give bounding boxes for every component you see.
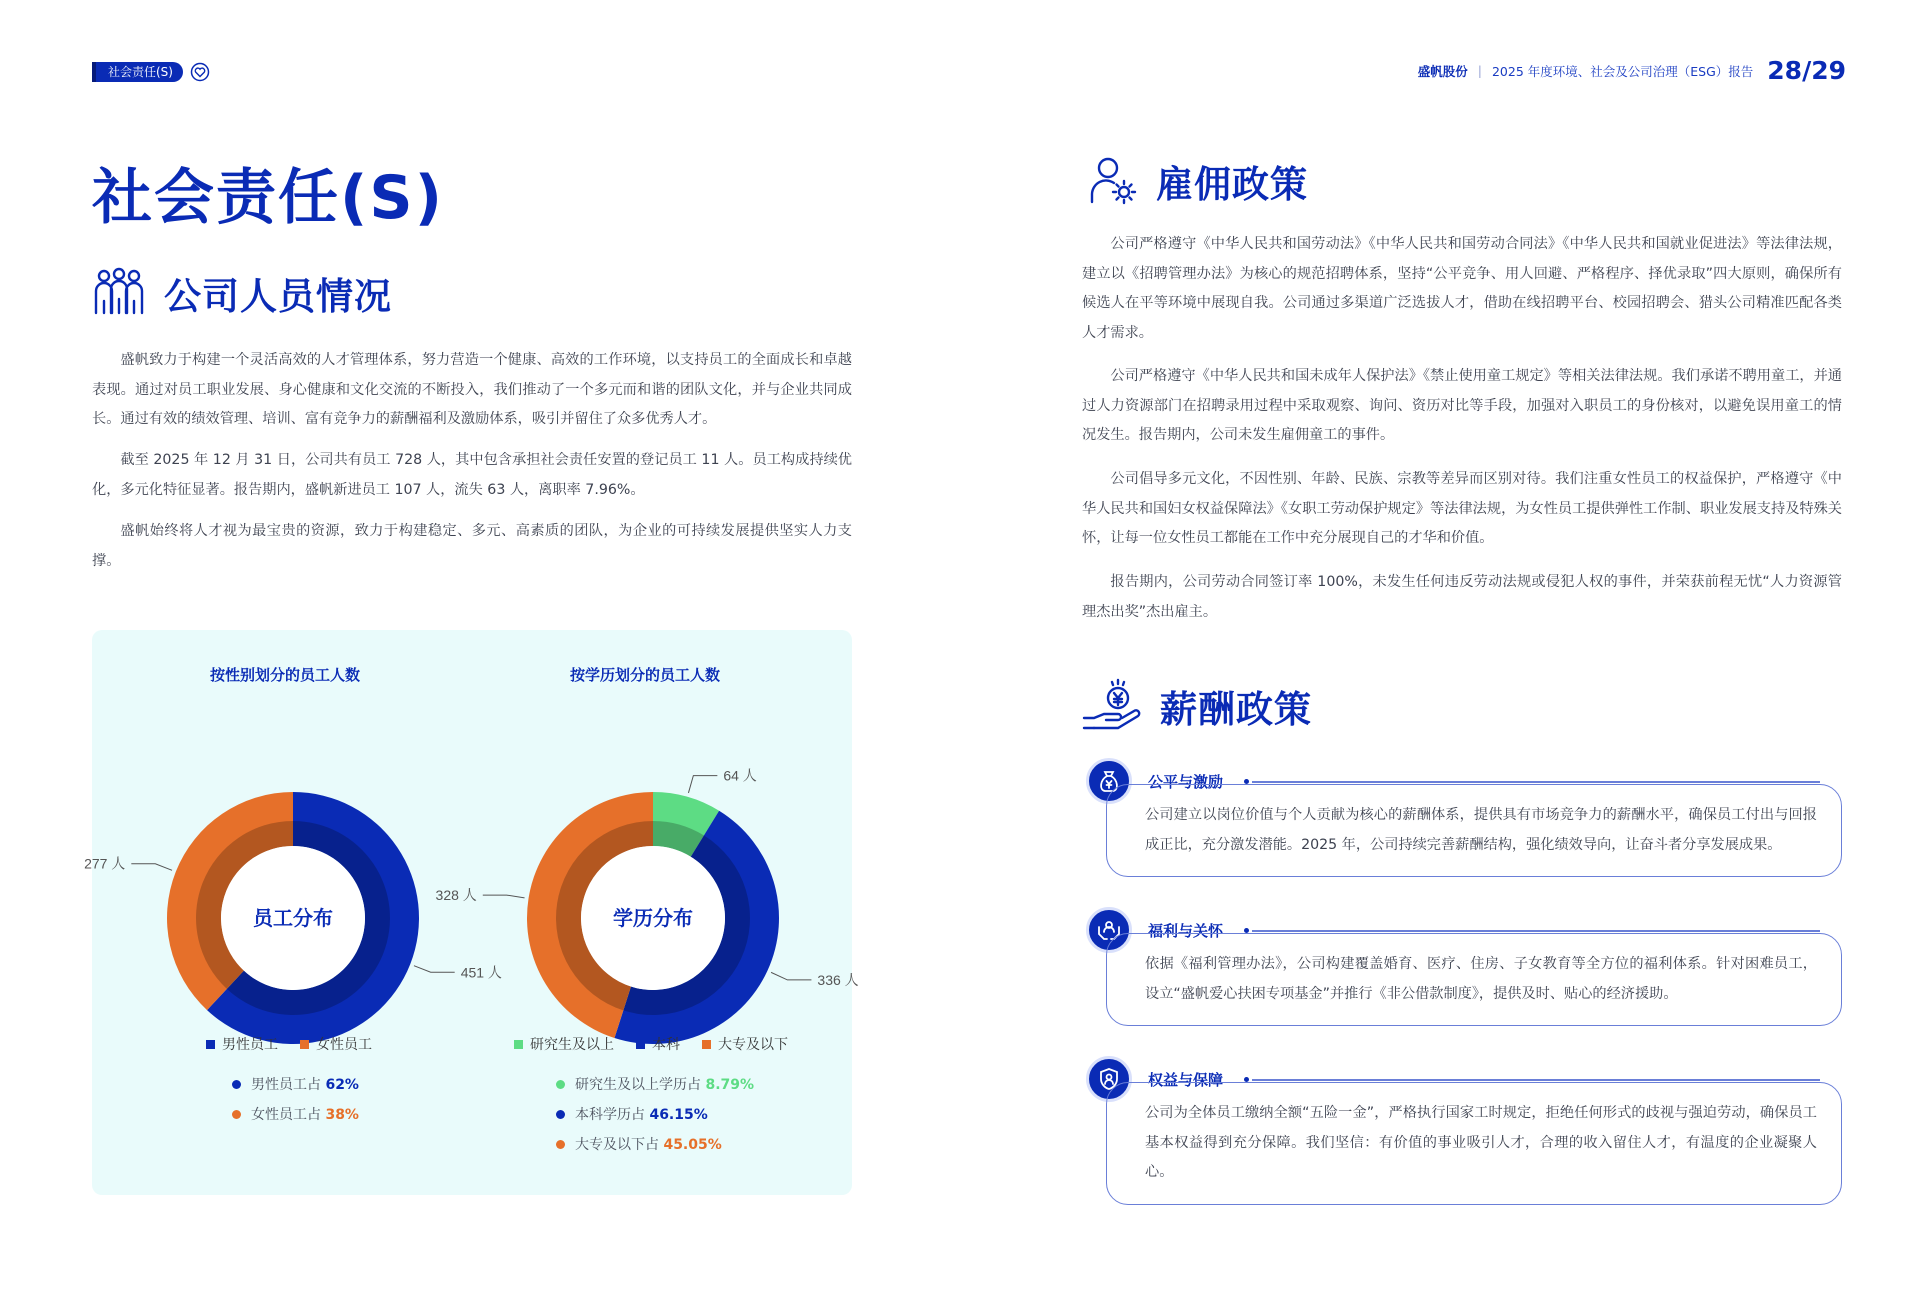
legend-item-postgraduate <box>514 1034 614 1054</box>
leader-line-male <box>414 966 455 973</box>
stat-value-college: 45.05% <box>663 1137 722 1153</box>
data-label-college: 328 人 <box>435 887 477 904</box>
section-title-compensation: 薪酬政策 <box>1160 688 1312 731</box>
stat-text-bachelor: 本科学历占 <box>575 1107 645 1123</box>
report-title: 2025 年度环境、社会及公司治理（ESG）报告 <box>1491 63 1754 79</box>
stat-dot-female <box>232 1110 241 1119</box>
user-gear-icon <box>1090 156 1138 206</box>
legend-swatch-postgraduate <box>514 1040 523 1049</box>
section-heading-staff <box>92 266 392 320</box>
data-label-postgraduate: 64 人 <box>723 767 757 784</box>
report-header <box>1418 56 1846 85</box>
card-text-welfare: 依据《福利管理办法》，公司构建覆盖婚育、医疗、住房、子女教育等全方位的福利体系。针对困难员工，设立“盛帆爱心扶困专项基金”并推行《非公借款制度》，提供及时、贴心的经济援助。 <box>1145 956 1817 1002</box>
legend-label-college: 大专及以下 <box>718 1037 788 1053</box>
leader-line-female <box>131 864 172 871</box>
staff-paragraph-1: 盛帆致力于构建一个灵活高效的人才管理体系，努力营造一个健康、高效的工作环境，以支持员工的全面成长和卓越表现。通过对员工职业发展、身心健康和文化交流的不断投入，我们推动了一个多元而和谐的团队文化，并与企业共同成长。通过有效的绩效管理、培训、富有竞争力的薪酬福利及激励体系，吸引并留住了众多优秀人才。 <box>92 352 852 427</box>
legend-label-male: 男性员工 <box>222 1037 278 1053</box>
stat-text-male: 男性员工占 <box>251 1077 321 1093</box>
leader-line-bachelor <box>771 972 811 980</box>
data-label-female: 277 人 <box>84 855 126 872</box>
chart-panel <box>84 630 859 1195</box>
gender-chart-title: 按性别划分的员工人数 <box>210 666 361 684</box>
legend-swatch-college <box>702 1040 711 1049</box>
education-chart-title: 按学历划分的员工人数 <box>570 666 721 684</box>
people-group-icon <box>92 267 146 319</box>
stat-dot-postgraduate <box>556 1080 565 1089</box>
data-label-bachelor: 336 人 <box>817 971 859 988</box>
card-label-welfare: 福利与关怀 <box>1148 922 1224 940</box>
legend-label-female: 女性员工 <box>316 1037 372 1053</box>
legend-swatch-female <box>300 1040 309 1049</box>
legend-item-male <box>206 1034 278 1054</box>
stat-postgraduate <box>556 1074 754 1094</box>
page-number: 28/29 <box>1767 56 1846 85</box>
stat-dot-college <box>556 1140 565 1149</box>
stat-dot-bachelor <box>556 1110 565 1119</box>
section-title-employment: 雇佣政策 <box>1156 163 1308 206</box>
header-separator: | <box>1477 63 1482 78</box>
heart-badge-icon <box>190 62 210 82</box>
section-tag: 社会责任(S) <box>92 62 183 82</box>
stat-value-postgraduate: 8.79% <box>705 1077 755 1093</box>
card-text-fairness: 公司建立以岗位价值与个人贡献为核心的薪酬体系，提供具有市场竞争力的薪酬水平，确保员工付出与回报成正比，充分激发潜能。2025 年，公司持续完善薪酬结构，强化绩效导向，让奋斗者分享发展成果。 <box>1145 807 1817 853</box>
label-line-rights <box>1252 1079 1820 1081</box>
employment-paragraph-1: 公司严格遵守《中华人民共和国劳动法》《中华人民共和国劳动合同法》《中华人民共和国就业促进法》等法律法规，建立以《招聘管理办法》为核心的规范招聘体系，坚持“公平竞争、用人回避、严格程序、择优录取”四大原则，确保所有候选人在平等环境中展现自我。公司通过多渠道广泛选拔人才，借助在线招聘平台、校园招聘会、猎头公司精准匹配各类人才需求。 <box>1082 236 1842 341</box>
legend-item-college <box>702 1034 788 1054</box>
donut-center-label-education: 学历分布 <box>613 908 693 930</box>
card-label-fairness: 公平与激励 <box>1148 773 1224 791</box>
section-title-staff: 公司人员情况 <box>164 275 392 318</box>
card-fairness <box>1106 784 1842 877</box>
stat-bachelor <box>556 1104 708 1124</box>
card-rights <box>1106 1082 1842 1205</box>
card-label-rights: 权益与保障 <box>1148 1071 1224 1089</box>
section-heading-compensation <box>1082 678 1312 734</box>
stat-text-female: 女性员工占 <box>251 1107 321 1123</box>
legend-item-bachelor <box>636 1034 680 1054</box>
education-legend <box>514 1034 788 1054</box>
card-welfare <box>1106 933 1842 1026</box>
leader-line-college <box>483 895 525 898</box>
data-label-male: 451 人 <box>460 964 502 981</box>
stat-value-male: 62% <box>325 1077 359 1093</box>
legend-swatch-male <box>206 1040 215 1049</box>
donut-charts <box>84 690 859 1050</box>
legend-label-postgraduate: 研究生及以上 <box>530 1037 614 1053</box>
donut-center-label-gender: 员工分布 <box>253 908 333 930</box>
label-line-fairness <box>1252 781 1820 783</box>
gender-legend <box>206 1034 372 1054</box>
employment-paragraph-4: 报告期内，公司劳动合同签订率 100%，未发生任何违反劳动法规或侵犯人权的事件，并荣获前程无忧“人力资源管理杰出奖”杰出雇主。 <box>1082 574 1842 620</box>
page-title: 社会责任(S) <box>92 163 445 233</box>
hand-coin-icon <box>1082 678 1142 734</box>
section-heading-employment <box>1090 154 1308 208</box>
brand-name: 盛帆股份 <box>1417 63 1468 79</box>
label-line-welfare <box>1252 930 1820 932</box>
stat-value-female: 38% <box>325 1107 359 1123</box>
legend-label-bachelor: 本科 <box>652 1037 680 1053</box>
card-text-rights: 公司为全体员工缴纳全额“五险一金”，严格执行国家工时规定，拒绝任何形式的歧视与强迫劳动，确保员工基本权益得到充分保障。我们坚信：有价值的事业吸引人才，合理的收入留住人才，有温度的企业凝聚人心。 <box>1145 1105 1817 1180</box>
employment-paragraph-3: 公司倡导多元文化，不因性别、年龄、民族、宗教等差异而区别对待。我们注重女性员工的权益保护，严格遵守《中华人民共和国妇女权益保障法》《女职工劳动保护规定》等法律法规，为女性员工提供弹性工作制、职业发展支持及特殊关怀，让每一位女性员工都能在工作中充分展现自己的才华和价值。 <box>1082 471 1842 546</box>
stat-male <box>232 1074 359 1094</box>
leader-line-postgraduate <box>688 776 717 793</box>
stat-dot-male <box>232 1080 241 1089</box>
legend-item-female <box>300 1034 372 1054</box>
stat-text-postgraduate: 研究生及以上学历占 <box>575 1077 701 1093</box>
employment-paragraph-2: 公司严格遵守《中华人民共和国未成年人保护法》《禁止使用童工规定》等相关法律法规。我们承诺不聘用童工，并通过人力资源部门在招聘录用过程中采取观察、询问、资历对比等手段，加强对入职员工的身份核对，以避免误用童工的情况发生。报告期内，公司未发生雇佣童工的事件。 <box>1082 368 1842 443</box>
staff-paragraph-3: 盛帆始终将人才视为最宝贵的资源，致力于构建稳定、多元、高素质的团队，为企业的可持续发展提供坚实人力支撑。 <box>92 523 852 569</box>
stat-text-college: 大专及以下占 <box>575 1137 659 1153</box>
stat-college <box>556 1134 722 1154</box>
stat-female <box>232 1104 359 1124</box>
staff-paragraph-2: 截至 2025 年 12 月 31 日，公司共有员工 728 人，其中包含承担社会责任安置的登记员工 11 人。员工构成持续优化，多元化特征显著。报告期内，盛帆新进员工 107 人，流失 63 人，离职率 7.96%。 <box>92 452 852 498</box>
legend-swatch-bachelor <box>636 1040 645 1049</box>
stat-value-bachelor: 46.15% <box>649 1107 708 1123</box>
